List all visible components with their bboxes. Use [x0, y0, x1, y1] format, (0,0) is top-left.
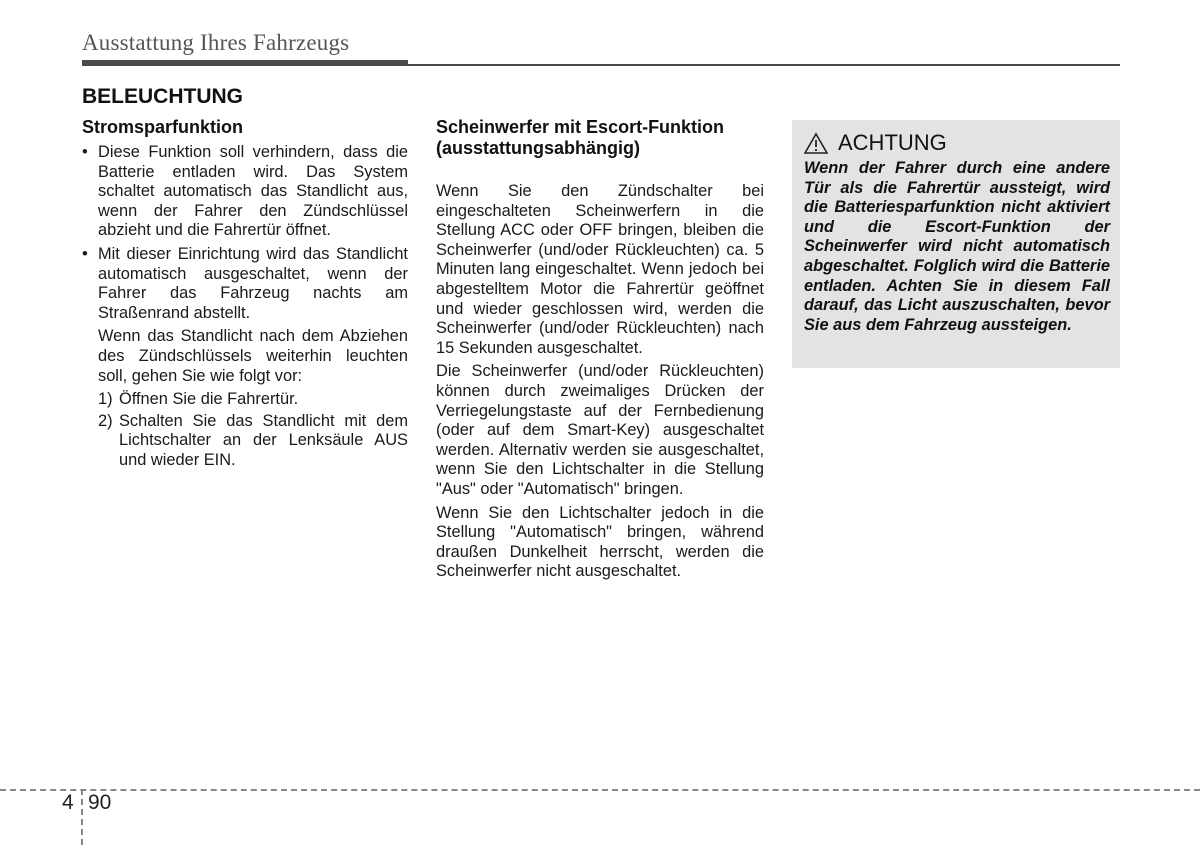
warning-box — [792, 120, 1120, 368]
header-rule-thick — [82, 60, 408, 66]
stromspar-heading: Stromsparfunktion — [82, 117, 244, 137]
left-column — [82, 117, 408, 473]
warning-header — [804, 130, 947, 156]
escort-heading: Scheinwerfer mit Escort-Funktion (ausstattungsabhängig) — [436, 117, 725, 158]
bullet-item — [82, 143, 408, 241]
chapter-number: 4 — [62, 791, 74, 814]
step-number: 2) — [98, 411, 113, 430]
warning-text: Wenn der Fahrer durch eine andere Tür als die Fahrertür aussteigt, wird die Batteriesparfunktion nicht aktiviert und die Escort-Funktion der Scheinwerfer wird nicht automatisch abgeschaltet. Folglich wird die Batterie entladen. Achten Sie in diesem Fall darauf, das Licht auszuschalten, bevor Sie aus dem Fahrzeug aussteigen. — [804, 159, 1110, 334]
warning-triangle-icon — [804, 132, 828, 154]
page-number: 90 — [88, 791, 112, 814]
bullet-dot-icon: • — [82, 143, 88, 161]
section-title: BELEUCHTUNG — [82, 85, 243, 108]
step-item — [82, 412, 408, 471]
footer-divider — [81, 789, 83, 845]
escort-paragraph-3: Wenn Sie den Lichtschalter jedoch in die Stellung "Automatisch" bringen, während draußen Dunkelheit herrscht, werden die Scheinwerfer nicht ausgeschaltet. — [436, 503, 764, 581]
header-rule-thin — [408, 64, 1120, 66]
step-number: 1) — [98, 390, 113, 409]
warning-title: ACHTUNG — [838, 130, 947, 155]
bullet-text: Diese Funktion soll verhindern, dass die Batterie entladen wird. Das System schaltet automatisch das Standlicht aus, wenn der Fahrer den Zündschlüssel abzieht und die Fahrertür öffnet. — [98, 143, 408, 240]
standlicht-paragraph: Wenn das Standlicht nach dem Abziehen des Zündschlüssels weiterhin leuchten soll, gehen Sie wie folgt vor: — [98, 327, 408, 385]
step-item — [82, 390, 408, 410]
bullet-item — [82, 245, 408, 323]
step-text: Schalten Sie das Standlicht mit dem Lichtschalter an der Lenksäule AUS und wieder EIN. — [119, 411, 408, 469]
footer-rule — [0, 789, 1200, 791]
chapter-header-title: Ausstattung Ihres Fahrzeugs — [82, 30, 350, 55]
bullet-text: Mit dieser Einrichtung wird das Standlicht automatisch ausgeschaltet, wenn der Fahrer das Fahrzeug nachts am Straßenrand abstellt. — [98, 244, 408, 322]
bullet-dot-icon: • — [82, 244, 88, 263]
escort-paragraph-2: Die Scheinwerfer (und/oder Rückleuchten) können durch zweimaliges Drücken der Verriegelungstaste auf der Fernbedienung (oder auf dem Smart-Key) ausgeschaltet werden. Alternativ werden sie ausgeschaltet, wenn Sie den Lichtschalter in die Stellung "Aus" oder "Automatisch" bringen. — [436, 362, 764, 498]
middle-column — [436, 117, 764, 586]
escort-paragraph-1: Wenn Sie den Zündschalter bei eingeschalteten Scheinwerfern in die Stellung ACC oder OFF bringen, bleiben die Scheinwerfer (und/oder Rückleuchten) ca. 5 Minuten lang eingeschaltet. Wenn jedoch bei abgestelltem Motor die Fahrertür geöffnet und wieder geschlossen wird, werden die Scheinwerfer (und/oder Rückleuchten) nach 15 Sekunden ausgeschaltet. — [436, 182, 764, 357]
step-text: Öffnen Sie die Fahrertür. — [119, 390, 299, 409]
